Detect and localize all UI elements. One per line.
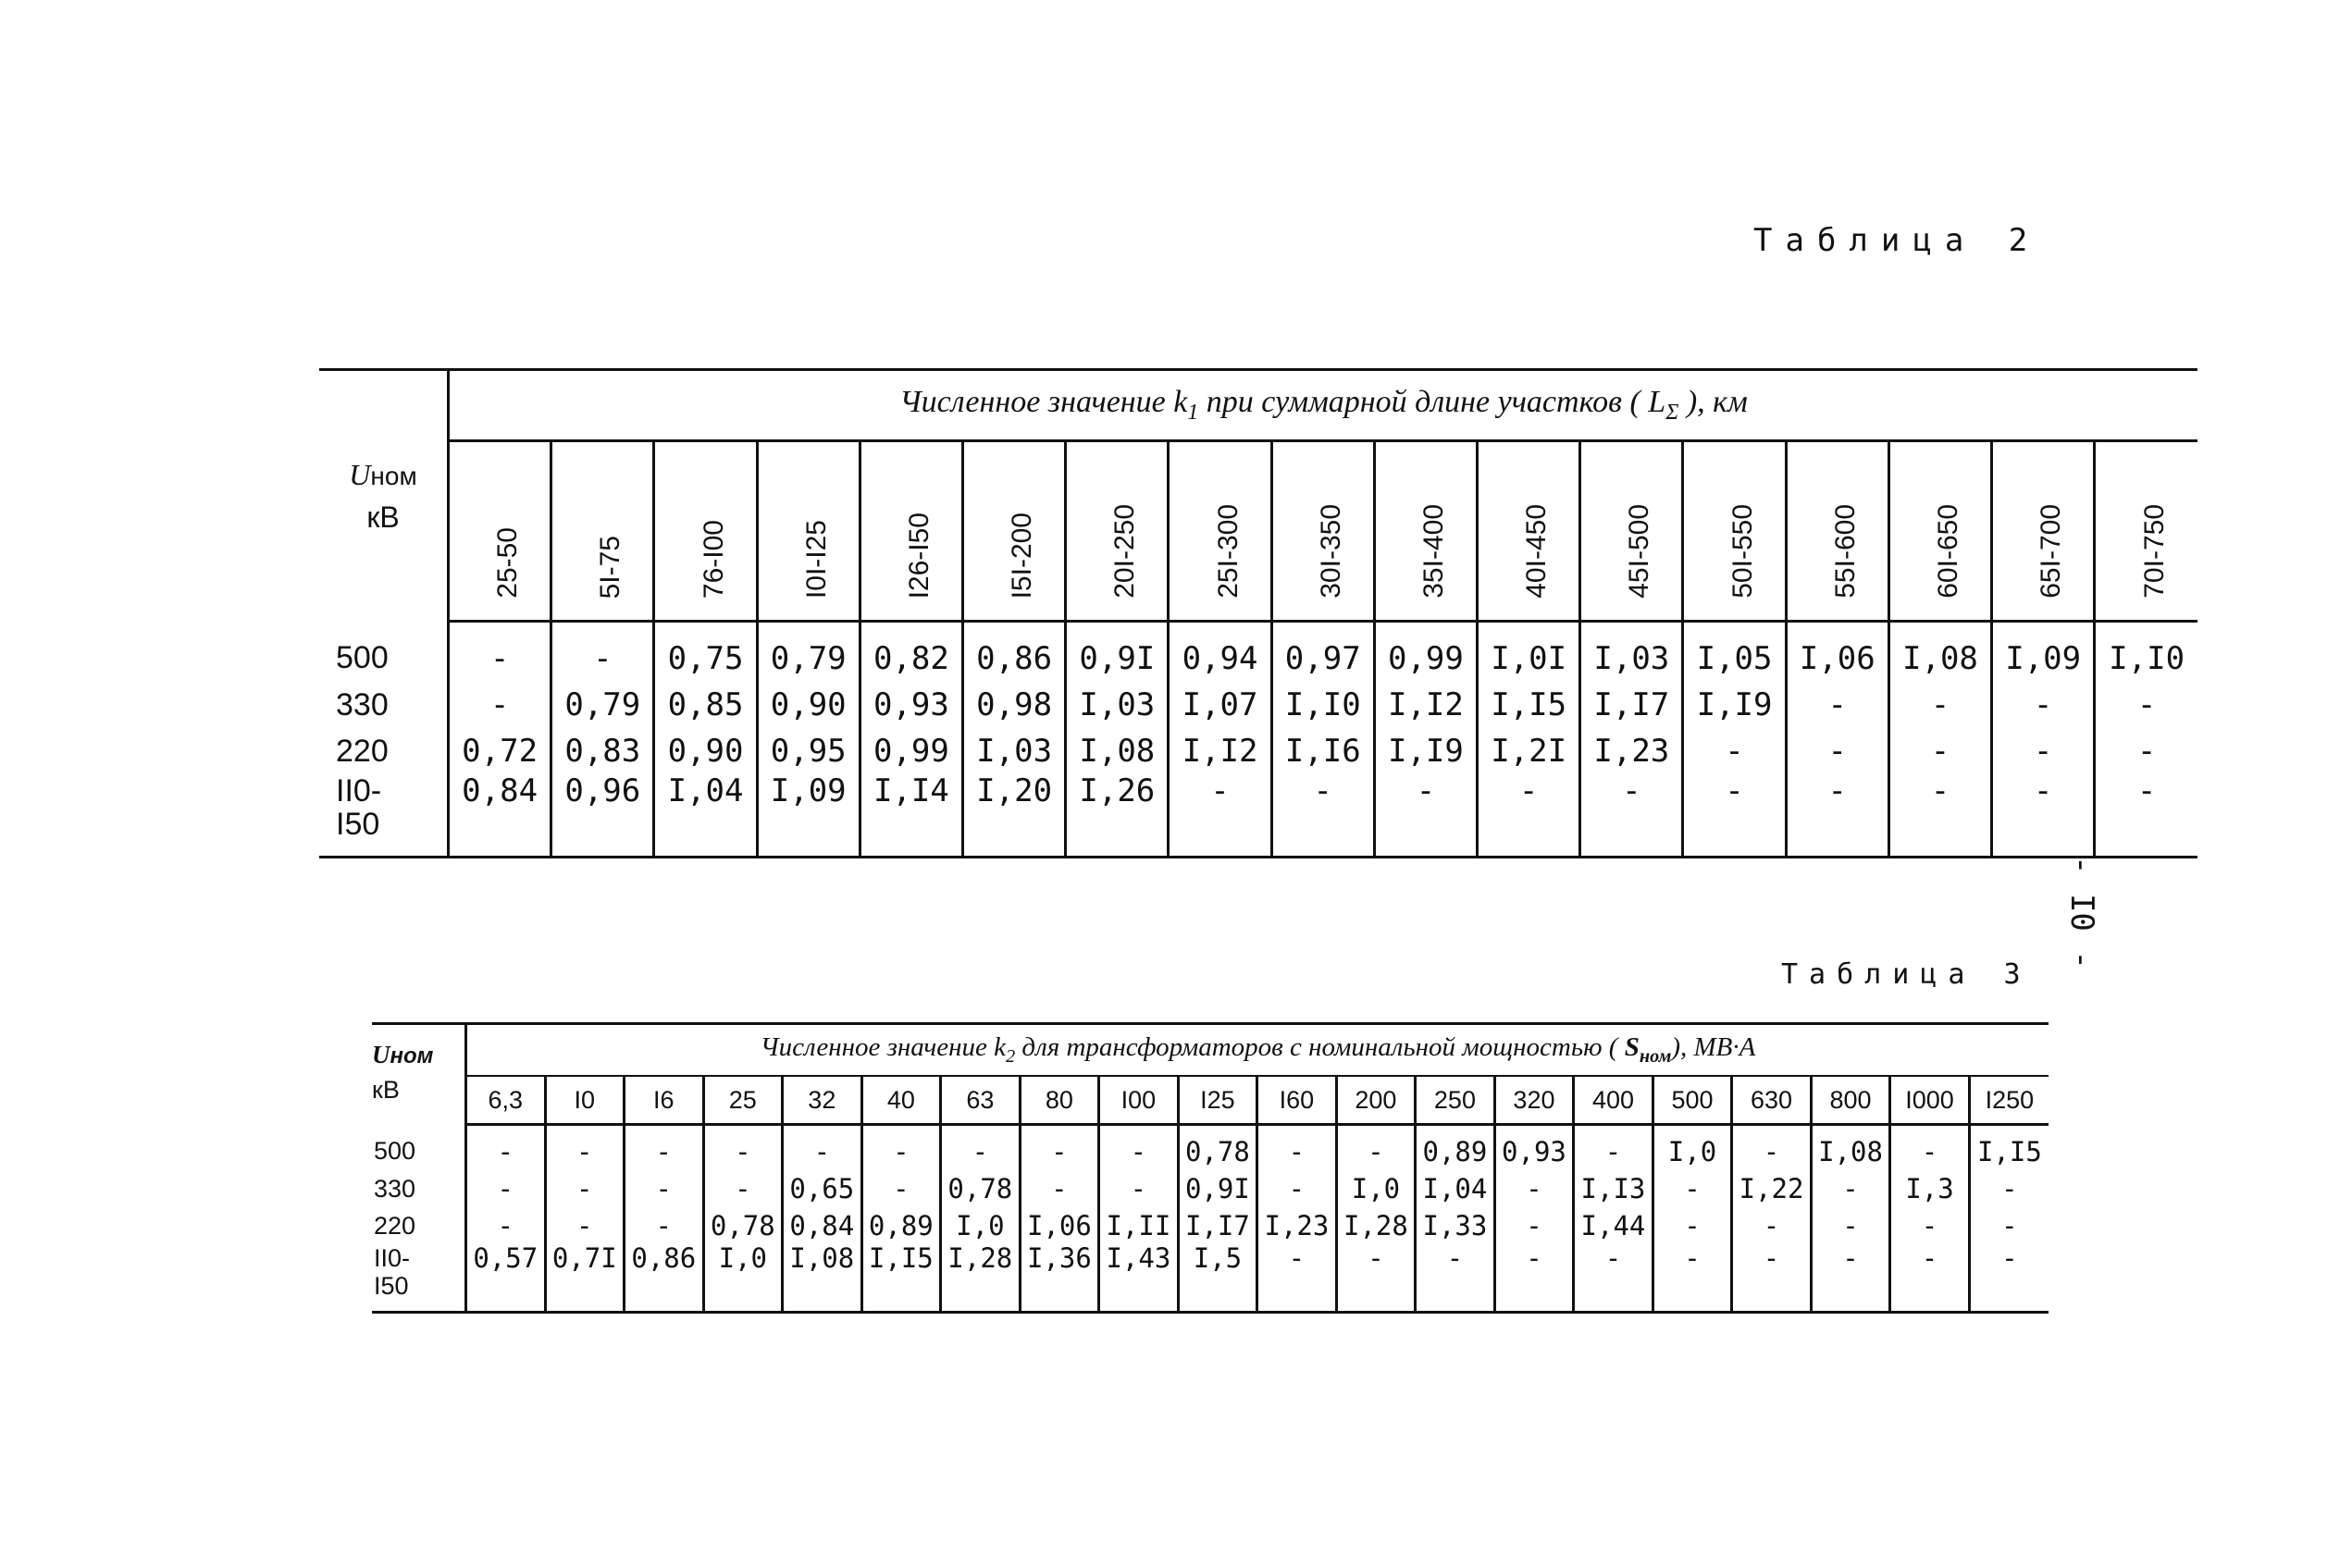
heading-text: Численное значение [899,385,1174,420]
column-header [757,441,860,622]
column-header [1374,441,1477,622]
table-cell: - [1580,774,1683,858]
voltage-symbol: U [372,1041,390,1068]
table-cell: I,03 [1580,622,1683,683]
table-cell: - [466,1125,546,1171]
table-cell: - [1786,682,1888,728]
table-cell: I,3 [1890,1170,1970,1207]
column-header [551,441,654,622]
column-header [1478,441,1580,622]
table-cell: - [1732,1244,1812,1313]
table-cell: I,23 [1257,1207,1337,1244]
column-header-label: 45I-500 [1624,504,1655,599]
column-header-label: I26-I50 [903,512,935,599]
column-header: 800 [1811,1076,1890,1125]
column-header: 25 [703,1076,783,1125]
row-label [319,622,449,683]
table-cell: I,0 [941,1207,1021,1244]
column-header-label: 55I-600 [1829,504,1861,599]
table-cell: I,I4 [860,774,962,858]
table-cell: - [1257,1244,1337,1313]
table3-heading [466,1024,2049,1077]
column-header-label: I5I-200 [1007,512,1038,599]
column-header-label: I0I-I25 [800,519,832,599]
table-cell: I,36 [1020,1244,1099,1313]
table-row [319,682,2197,728]
table-cell: 0,78 [941,1170,1021,1207]
table-cell: I,03 [1066,682,1169,728]
table-cell: - [2001,1242,2018,1274]
column-header: I250 [1969,1076,2049,1125]
table-cell: 0,97 [1271,622,1374,683]
sigma-subscript: Σ [1665,400,1679,425]
table-cell: I,28 [1336,1207,1416,1244]
column-header: 40 [861,1076,941,1125]
table3 [372,1022,2049,1314]
column-header: I6 [625,1076,704,1125]
table-cell: I,0 [1653,1125,1732,1171]
table-cell: 0,99 [1374,622,1477,683]
table-cell: - [1494,1244,1574,1313]
column-header: 400 [1574,1076,1653,1125]
column-header: 6,3 [466,1076,546,1125]
table-cell: - [1099,1170,1179,1207]
table2-stub-header [319,370,449,622]
column-header: I000 [1890,1076,1970,1125]
row-label [319,682,449,728]
table-row [319,774,2197,858]
column-header [449,441,551,622]
heading-text-after: ), км [1678,385,1748,420]
row-label [319,774,449,858]
row-label-line1: II0- [336,773,382,809]
table-row [372,1207,2049,1244]
table-cell: - [861,1170,941,1207]
table-cell: I,0 [703,1244,783,1313]
table-cell: - [449,622,551,683]
row-label [372,1244,466,1313]
table-cell: - [1683,728,1786,774]
table-cell: - [1811,1207,1890,1244]
column-header: I25 [1178,1076,1257,1125]
table-cell: - [1020,1125,1099,1171]
table-cell: - [1336,1244,1416,1313]
table-cell: I,5 [1178,1244,1257,1313]
table-cell: - [861,1125,941,1171]
column-header: I0 [545,1076,625,1125]
voltage-subscript: ном [370,462,417,491]
row-label-line2: I50 [374,1272,409,1300]
table-cell: - [783,1125,862,1171]
column-header [860,441,962,622]
row-label [319,728,449,774]
table-cell: - [1890,1244,1970,1313]
table2-heading [449,370,2198,441]
table-cell: I,06 [1020,1207,1099,1244]
table-row [372,1125,2049,1171]
column-header: 500 [1653,1076,1732,1125]
heading-text: Численное значение [760,1032,995,1063]
column-header [1992,441,2095,622]
column-header-label: 25I-300 [1212,504,1244,599]
table-cell: I,I7 [1580,682,1683,728]
column-header-label: 76-I00 [698,519,729,599]
k2-subscript: 2 [1006,1045,1016,1067]
table-cell: I,I2 [1169,728,1271,774]
row-label [372,1125,466,1171]
table-cell: - [1653,1170,1732,1207]
table-cell: 0,75 [654,622,757,683]
table-row [319,728,2197,774]
row-label-line1: 330 [374,1175,416,1203]
table-cell: - [1574,1125,1653,1171]
table-cell: - [1992,728,2095,774]
table-cell: - [1683,774,1786,858]
heading-text-mid: при суммарной длине участков ( [1198,385,1649,420]
table-cell: - [1574,1244,1653,1313]
column-header-label: 25-50 [492,527,524,599]
table-cell: 0,85 [654,682,757,728]
table-cell: 0,78 [1178,1125,1257,1171]
row-label-line1: II0- [374,1244,411,1272]
k2-symbol: k [994,1032,1007,1063]
voltage-subscript: ном [390,1043,434,1068]
table-cell: I,28 [941,1244,1021,1313]
table-cell: I,I6 [1271,728,1374,774]
row-label-line1: 500 [336,639,389,675]
table-cell: I,2I [1478,728,1580,774]
table-cell: - [625,1170,704,1207]
table-cell: 0,86 [963,622,1066,683]
table-cell: - [1653,1244,1732,1313]
table-row [372,1244,2049,1313]
table-cell: 0,84 [783,1207,862,1244]
table-cell: 0,93 [860,682,962,728]
column-header [1271,441,1374,622]
table-cell: - [1257,1170,1337,1207]
table-cell: 0,7I [545,1244,625,1313]
row-label-line2: I50 [336,807,380,842]
table-cell: - [1890,1207,1970,1244]
table-cell: I,I5 [1976,1136,2042,1167]
column-header-label: 40I-450 [1521,504,1553,599]
row-label-line1: 330 [336,687,389,722]
table-cell: - [703,1125,783,1171]
table-cell: - [1336,1125,1416,1171]
table-cell: 0,94 [1169,622,1271,683]
table-cell: - [703,1170,783,1207]
table-cell: - [1786,774,1888,858]
table-cell: 0,96 [551,774,654,858]
table-row [372,1170,2049,1207]
column-header: 630 [1732,1076,1812,1125]
table-cell: - [545,1170,625,1207]
heading-text-mid: для трансформаторов с номинальной мощностью ( [1015,1032,1625,1063]
table-cell: - [551,622,654,683]
table-cell: - [1494,1170,1574,1207]
table-cell: - [1888,728,1991,774]
table-cell: - [545,1207,625,1244]
table-cell: I,I0 [2109,640,2185,677]
table-cell: - [1020,1170,1099,1207]
column-header [1786,441,1888,622]
column-header: 32 [783,1076,862,1125]
table-cell: - [466,1207,546,1244]
table-cell: - [1732,1125,1812,1171]
table-cell: - [1653,1207,1732,1244]
table-cell: - [1416,1244,1495,1313]
table-cell: 0,79 [551,682,654,728]
table-cell: 0,90 [757,682,860,728]
column-header [654,441,757,622]
table-cell: 0,79 [757,622,860,683]
row-label [372,1170,466,1207]
table-cell: I,08 [1066,728,1169,774]
table-cell: 0,65 [783,1170,862,1207]
table-cell: - [2136,686,2157,723]
table2 [319,368,2197,858]
table-cell: 0,72 [449,728,551,774]
table-cell: I,26 [1066,774,1169,858]
table-cell: I,43 [1099,1244,1179,1313]
column-header [1580,441,1683,622]
table-cell: - [2136,733,2157,770]
table-cell: I,II [1099,1207,1179,1244]
table-cell: I,I5 [1478,682,1580,728]
table-cell: I,I0 [1271,682,1374,728]
table-cell: I,I9 [1374,728,1477,774]
table-cell: 0,95 [757,728,860,774]
table-cell: I,08 [1811,1125,1890,1171]
column-header [1066,441,1169,622]
table-cell: I,06 [1786,622,1888,683]
table-cell: 0,83 [551,728,654,774]
table-cell: - [1374,774,1477,858]
column-header [2095,441,2197,622]
table-cell: - [1811,1244,1890,1313]
table-cell: I,09 [757,774,860,858]
l-symbol: L [1648,385,1666,420]
table-cell: 0,99 [860,728,962,774]
table-cell: I,I9 [1683,682,1786,728]
table-cell: - [941,1125,1021,1171]
table-cell: 0,89 [1416,1125,1495,1171]
column-header [963,441,1066,622]
column-header: 320 [1494,1076,1574,1125]
table-cell: 0,82 [860,622,962,683]
table-cell: I,0I [1478,622,1580,683]
k1-subscript: 1 [1187,400,1199,425]
table-cell: I,03 [963,728,1066,774]
table-cell: - [1888,774,1991,858]
voltage-unit: кВ [366,500,400,535]
column-header-label: 5I-75 [595,535,626,599]
table-cell: I,05 [1683,622,1786,683]
table-row [319,622,2197,683]
table-cell: I,23 [1580,728,1683,774]
table-cell: I,44 [1574,1207,1653,1244]
table-cell: 0,93 [1494,1125,1574,1171]
row-label-line1: 220 [374,1212,416,1240]
table-cell: I,I3 [1574,1170,1653,1207]
table-cell: I,I2 [1374,682,1477,728]
table3-stub-header [372,1024,466,1125]
heading-text-after: ), МВ·А [1671,1032,1756,1063]
column-header-label: 65I-700 [2036,504,2067,599]
table-cell: I,0 [1336,1170,1416,1207]
table-cell: 0,78 [703,1207,783,1244]
table-cell: - [1732,1207,1812,1244]
table2-caption: Таблица 2 [1753,222,2041,259]
page-number: - I0 - [2063,856,2100,969]
table-cell: - [1811,1170,1890,1207]
table-cell: - [1099,1125,1179,1171]
column-header: 200 [1336,1076,1416,1125]
row-label [372,1207,466,1244]
column-header-label: 70I-750 [2139,504,2171,599]
column-header [1169,441,1271,622]
table-cell: I,08 [783,1244,862,1313]
column-header-label: 50I-550 [1727,504,1758,599]
column-header: 63 [941,1076,1021,1125]
column-header: 250 [1416,1076,1495,1125]
table-cell: I,04 [654,774,757,858]
table-cell: - [2136,772,2157,809]
table-cell: - [1888,682,1991,728]
table-cell: I,07 [1169,682,1271,728]
snom-subscript: ном [1639,1045,1672,1067]
table-cell: - [449,682,551,728]
table-cell: I,33 [1416,1207,1495,1244]
column-header-label: 20I-250 [1109,504,1141,599]
table-cell: I,20 [963,774,1066,858]
table-cell: - [1271,774,1374,858]
voltage-symbol: U [349,458,371,492]
column-header: I00 [1099,1076,1179,1125]
column-header-label: 30I-350 [1315,504,1346,599]
table-cell: - [1786,728,1888,774]
row-label-line1: 220 [336,734,389,769]
table-cell: - [1992,682,2095,728]
k1-symbol: k [1173,385,1188,420]
table-cell: - [1992,774,2095,858]
table-cell: 0,57 [466,1244,546,1313]
s-symbol: S [1624,1032,1640,1063]
voltage-unit: кВ [372,1076,400,1104]
table-cell: - [1890,1125,1970,1171]
table-cell: 0,84 [449,774,551,858]
table-cell: - [545,1125,625,1171]
column-header-label: 60I-650 [1932,504,1963,599]
column-header-label: 35I-400 [1417,504,1449,599]
table-cell: I,I7 [1178,1207,1257,1244]
table-cell: I,04 [1416,1170,1495,1207]
table-cell: - [625,1125,704,1171]
table-cell: 0,86 [625,1244,704,1313]
table-cell: - [2001,1173,2018,1204]
table-cell: - [466,1170,546,1207]
column-header [1683,441,1786,622]
table-cell: - [625,1207,704,1244]
table-cell: 0,9I [1066,622,1169,683]
table-cell: - [1478,774,1580,858]
table-cell: - [1169,774,1271,858]
table-cell: I,08 [1888,622,1991,683]
table-cell: I,22 [1732,1170,1812,1207]
table-cell: 0,90 [654,728,757,774]
table3-caption: Таблица 3 [1781,958,2032,991]
table-cell: I,09 [1992,622,2095,683]
column-header: 80 [1020,1076,1099,1125]
table-cell: 0,98 [963,682,1066,728]
table-cell: 0,89 [861,1207,941,1244]
table-cell: 0,9I [1178,1170,1257,1207]
table-cell: - [1494,1207,1574,1244]
column-header: I60 [1257,1076,1337,1125]
table-cell: I,I5 [861,1244,941,1313]
column-header [1888,441,1991,622]
table-cell: - [2001,1210,2018,1241]
table-cell: - [1257,1125,1337,1171]
row-label-line1: 500 [374,1136,416,1165]
